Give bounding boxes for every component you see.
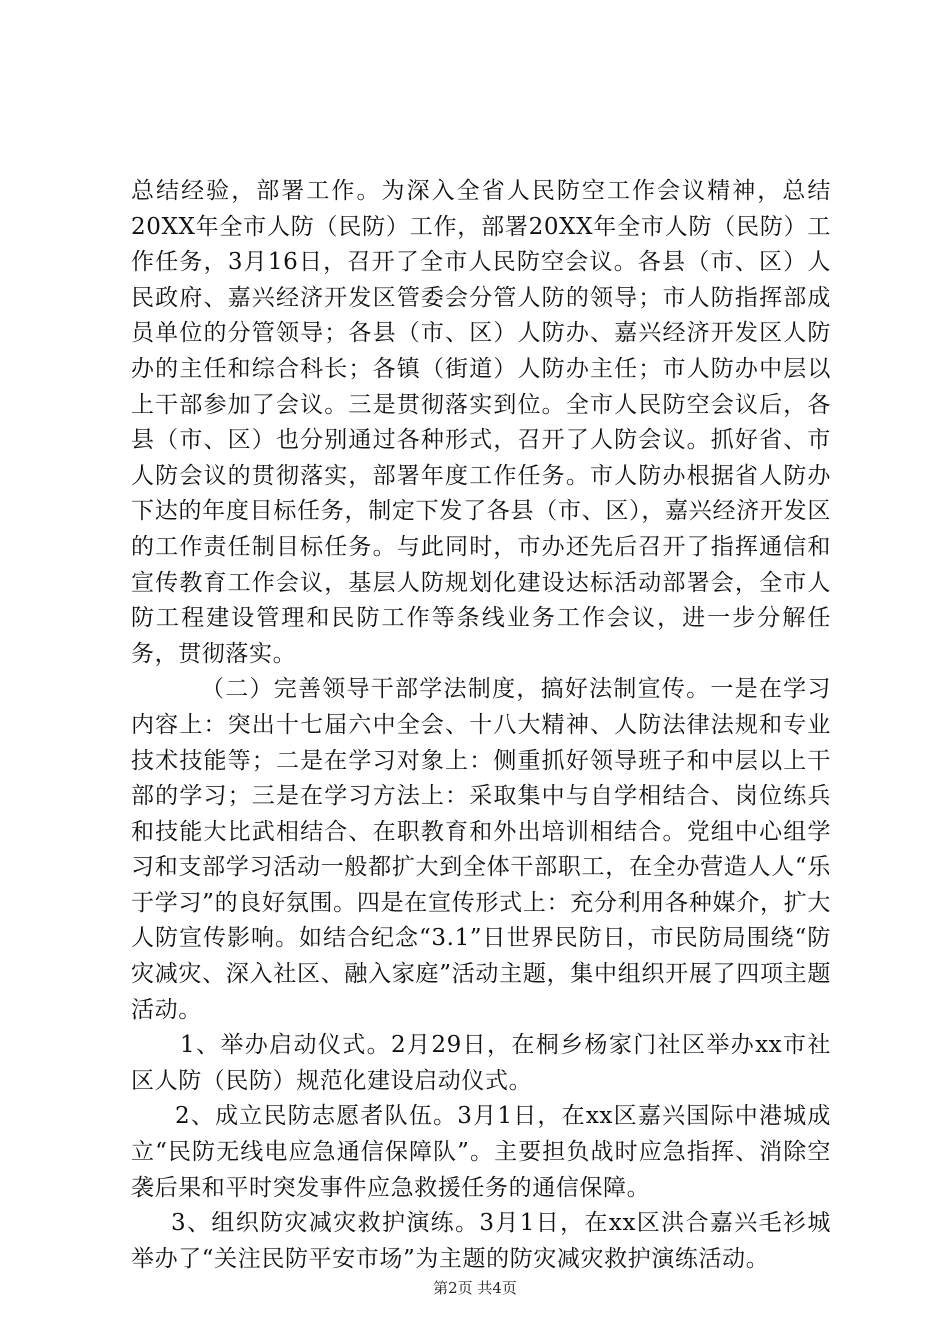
paragraph-item-2: 2、成立民防志愿者队伍。3月1日，在xx区嘉兴国际中港城成立“民防无线电应急通信保障队”。主要担负战时应急指挥、消除空袭后果和平时突发事件应急救援任务的通信保障。 <box>131 1103 831 1201</box>
page-footer: 第2页 共4页 <box>433 1279 517 1297</box>
paragraph-legal-study: （二）完善领导干部学法制度，搞好法制宣传。一是在学习内容上：突出十七届六中全会、十八大精神、人防法律法规和专业技术技能等；二是在学习对象上：侧重抓好领导班子和中层以上干部的学习；三是在学习方法上：采取集中与自学相结合、岗位练兵和技能大比武相结合、在职教育和外出培训相结合。党组中心组学习和支部学习活动一般都扩大到全体干部职工，在全办营造人人“乐于学习”的良好氛围。四是在宣传形式上：充分利用各种媒介，扩大人防宣传影响。如结合纪念“3.1”日世界民防日，市民防局围绕“防灾减灾、深入社区、融入家庭”活动主题，集中组织开展了四项主题活动。 <box>131 676 831 1023</box>
document-body <box>131 174 831 1277</box>
paragraph-item-3: 3、组织防灾减灾救护演练。3月1日，在xx区洪合嘉兴毛衫城举办了“关注民防平安市场”为主题的防灾减灾救护演练活动。 <box>131 1210 831 1272</box>
paragraph-summary: 总结经验，部署工作。为深入全省人民防空工作会议精神，总结20XX年全市人防（民防）工作，部署20XX年全市人防（民防）工作任务，3月16日，召开了全市人民防空会议。各县（市、区）人民政府、嘉兴经济开发区管委会分管人防的领导；市人防指挥部成员单位的分管领导；各县（市、区）人防办、嘉兴经济开发区人防办的主任和综合科长；各镇（街道）人防办主任；市人防办中层以上干部参加了会议。三是贯彻落实到位。全市人民防空会议后，各县（市、区）也分别通过各种形式，召开了人防会议。抓好省、市人防会议的贯彻落实，部署年度工作任务。市人防办根据省人防办下达的年度目标任务，制定下发了各县（市、区），嘉兴经济开发区的工作责任制目标任务。与此同时，市办还先后召开了指挥通信和宣传教育工作会议，基层人防规划化建设达标活动部署会，全市人防工程建设管理和民防工作等条线业务工作会议，进一步分解任务，贯彻落实。 <box>131 178 831 667</box>
paragraph-item-1: 1、举办启动仪式。2月29日，在桐乡杨家门社区举办xx市社区人防（民防）规范化建设启动仪式。 <box>131 1032 831 1094</box>
